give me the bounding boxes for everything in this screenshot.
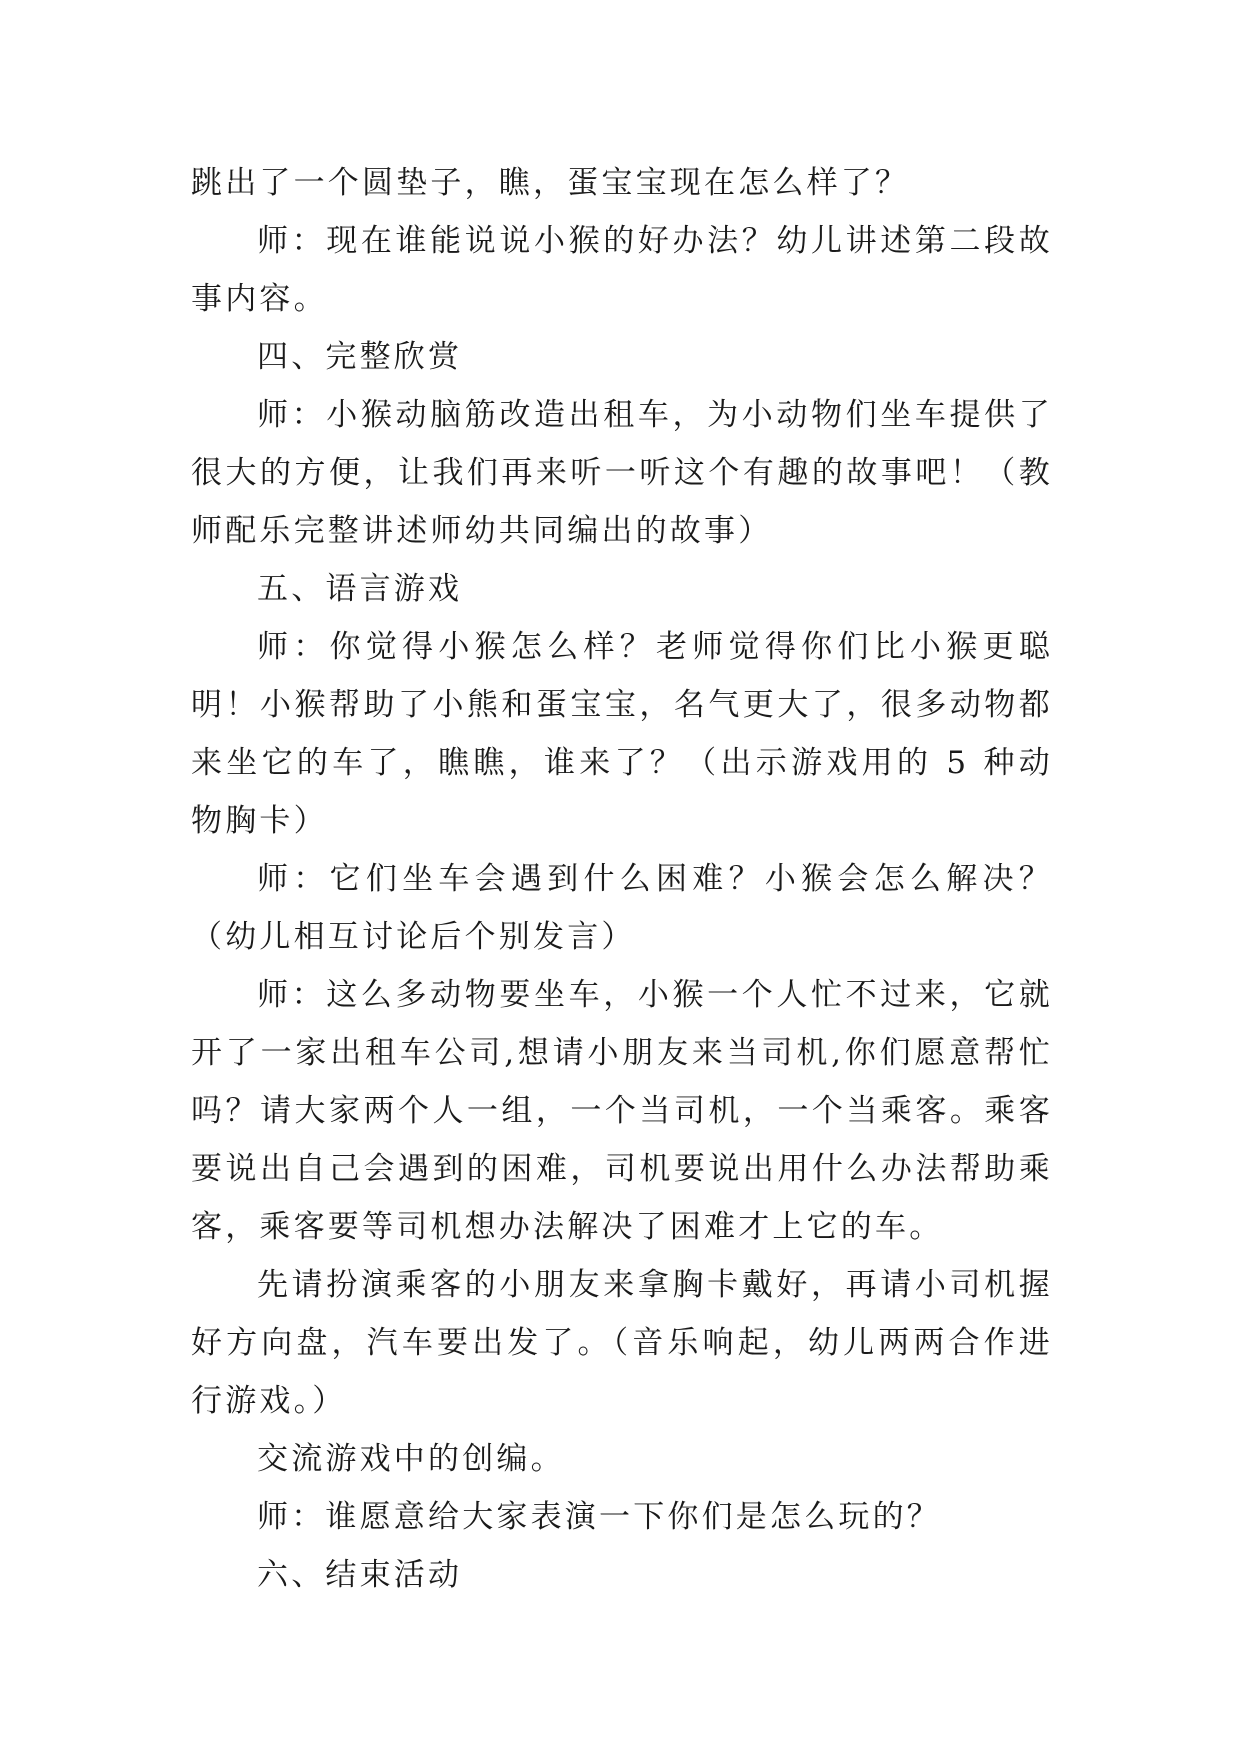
paragraph-teacher-story-listen: 师：小猴动脑筋改造出租车，为小动物们坐车提供了很大的方便，让我们再来听一听这个有趣的故事吧！（教师配乐完整讲述师幼共同编出的故事） [191,397,1053,549]
paragraph-game-start: 先请扮演乘客的小朋友来拿胸卡戴好，再请小司机握好方向盘，汽车要出发了。（音乐响起，幼儿两两合作进行游戏。） [191,1267,1053,1419]
paragraph-teacher-prompt-retell: 师：现在谁能说说小猴的好办法？幼儿讲述第二段故事内容。 [191,223,1053,317]
paragraph-teacher-who-came: 师：你觉得小猴怎么样？老师觉得你们比小猴更聪明！小猴帮助了小熊和蛋宝宝，名气更大了，很多动物都来坐它的车了，瞧瞧，谁来了？（出示游戏用的 5 种动物胸卡） [191,629,1053,839]
section-heading-full-appreciation: 四、完整欣赏 [257,339,463,375]
section-heading-end-activity: 六、结束活动 [257,1557,463,1593]
paragraph-teacher-taxi-company: 师：这么多动物要坐车，小猴一个人忙不过来，它就开了一家出租车公司,想请小朋友来当司机,你们愿意帮忙吗？请大家两个人一组，一个当司机，一个当乘客。乘客要说出自己会遇到的困难，司机要说出用什么办法帮助乘客，乘客要等司机想办法解决了困难才上它的车。 [191,977,1053,1245]
paragraph-teacher-difficulties: 师：它们坐车会遇到什么困难？小猴会怎么解决？（幼儿相互讨论后个别发言） [191,861,1053,955]
paragraph-teacher-perform: 师：谁愿意给大家表演一下你们是怎么玩的？ [257,1499,941,1535]
paragraph-share-creations: 交流游戏中的创编。 [257,1441,565,1477]
paragraph-continuation: 跳出了一个圆垫子，瞧，蛋宝宝现在怎么样了？ [191,165,910,201]
section-heading-language-game: 五、语言游戏 [257,571,463,607]
document-body [191,154,1053,1604]
